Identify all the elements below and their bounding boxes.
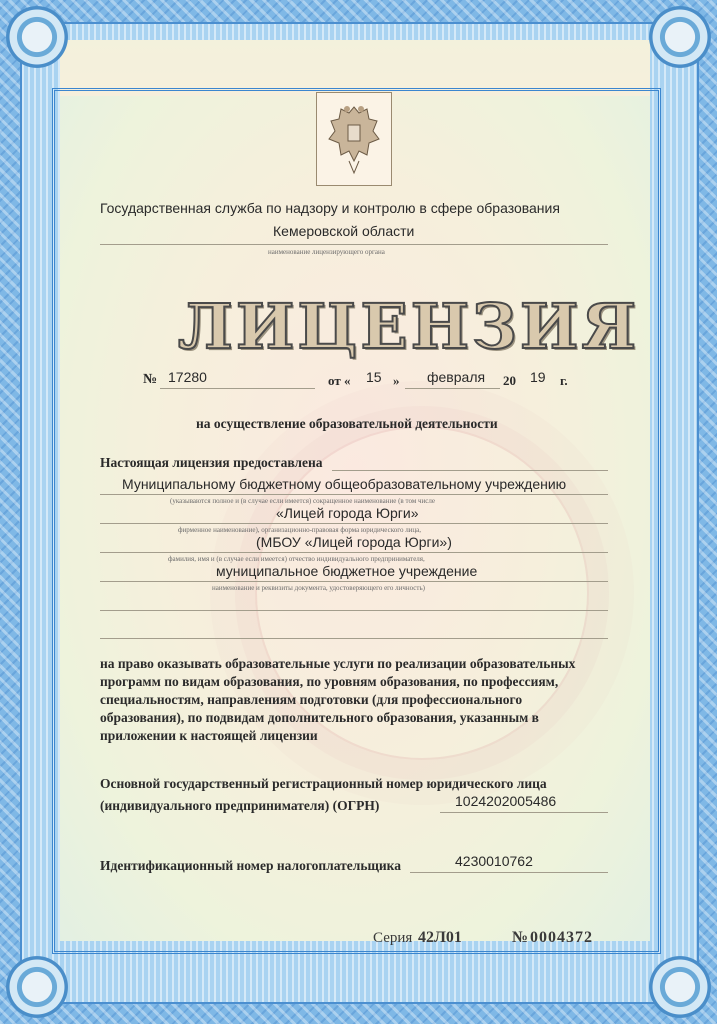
org-name: «Лицей города Юрги» — [276, 505, 419, 521]
authority-region: Кемеровской области — [273, 223, 415, 239]
day-close-mark: » — [393, 373, 400, 388]
corner-ornament-icon — [645, 952, 715, 1022]
corner-ornament-icon — [2, 952, 72, 1022]
granted-label: Настоящая лицензия предоставлена — [100, 455, 323, 470]
form-number: 0004372 — [530, 929, 593, 946]
rights-line-2: программ по видам образования, по уровням образования, по профессиям, — [100, 674, 559, 689]
rights-line-3: специальностям, направлениям подготовки (для профессионального — [100, 692, 523, 707]
org-name-underline — [100, 523, 608, 524]
license-purpose: на осуществление образовательной деятельности — [196, 416, 498, 431]
org-full-underline — [100, 494, 608, 495]
authority-caption: наименование лицензирующего органа — [268, 248, 385, 256]
org-short-underline — [100, 552, 608, 553]
license-day: 15 — [366, 369, 382, 385]
inn-underline — [410, 872, 608, 873]
series-label: Серия — [373, 930, 413, 946]
inn-value: 4230010762 — [455, 853, 533, 869]
org-short-name: (МБОУ «Лицей города Юрги») — [256, 534, 452, 550]
date-from-label: от « — [328, 373, 351, 388]
corner-ornament-icon — [645, 2, 715, 72]
caption-entrepreneur: фамилия, имя и (в случае если имеется) отчество индивидуального предпринимателя, — [168, 555, 425, 563]
form-number-label: № — [512, 929, 529, 946]
number-label: № — [143, 372, 158, 387]
caption-document: наименование и реквизиты документа, удостоверяющего его личность) — [212, 584, 425, 592]
year-label: г. — [560, 373, 568, 388]
license-month: февраля — [427, 369, 486, 385]
org-legal-form: муниципальное бюджетное учреждение — [216, 563, 478, 579]
granted-underline — [332, 470, 608, 471]
org-full-name: Муниципальному бюджетному общеобразовательному учреждению — [122, 476, 567, 492]
blank-underline-2 — [100, 638, 608, 639]
inner-border — [52, 88, 661, 954]
ogrn-label-line-1: Основной государственный регистрационный номер юридического лица — [100, 776, 547, 791]
year-suffix: 19 — [530, 369, 546, 385]
org-form-underline — [100, 581, 608, 582]
ogrn-underline — [440, 812, 608, 813]
ogrn-value: 1024202005486 — [455, 793, 557, 809]
blank-underline-1 — [100, 610, 608, 611]
year-prefix: 20 — [503, 373, 516, 388]
number-underline — [160, 388, 315, 389]
month-underline — [405, 388, 500, 389]
caption-full-name: (указываются полное и (в случае если имеется) сокращенное наименование (в том числе — [170, 497, 435, 505]
rights-line-4: образования), по подвидам дополнительного образования, указанным в — [100, 710, 539, 725]
license-title: ЛИЦЕНЗИЯ — [178, 290, 640, 363]
inn-label: Идентификационный номер налогоплательщика — [100, 858, 401, 873]
authority-name: Государственная служба по надзору и контролю в сфере образования — [100, 200, 560, 216]
coat-of-arms-icon — [316, 92, 392, 186]
rights-line-1: на право оказывать образовательные услуги по реализации образовательных — [100, 656, 576, 671]
license-number: 17280 — [168, 369, 207, 385]
caption-form: фирменное наименование), организационно-правовая форма юридического лица, — [178, 526, 422, 534]
series-value: 42Л01 — [418, 929, 462, 946]
corner-ornament-icon — [2, 2, 72, 72]
authority-underline — [100, 244, 608, 245]
rights-line-5: приложении к настоящей лицензии — [100, 728, 318, 743]
ogrn-label-line-2: (индивидуального предпринимателя) (ОГРН) — [100, 798, 380, 813]
